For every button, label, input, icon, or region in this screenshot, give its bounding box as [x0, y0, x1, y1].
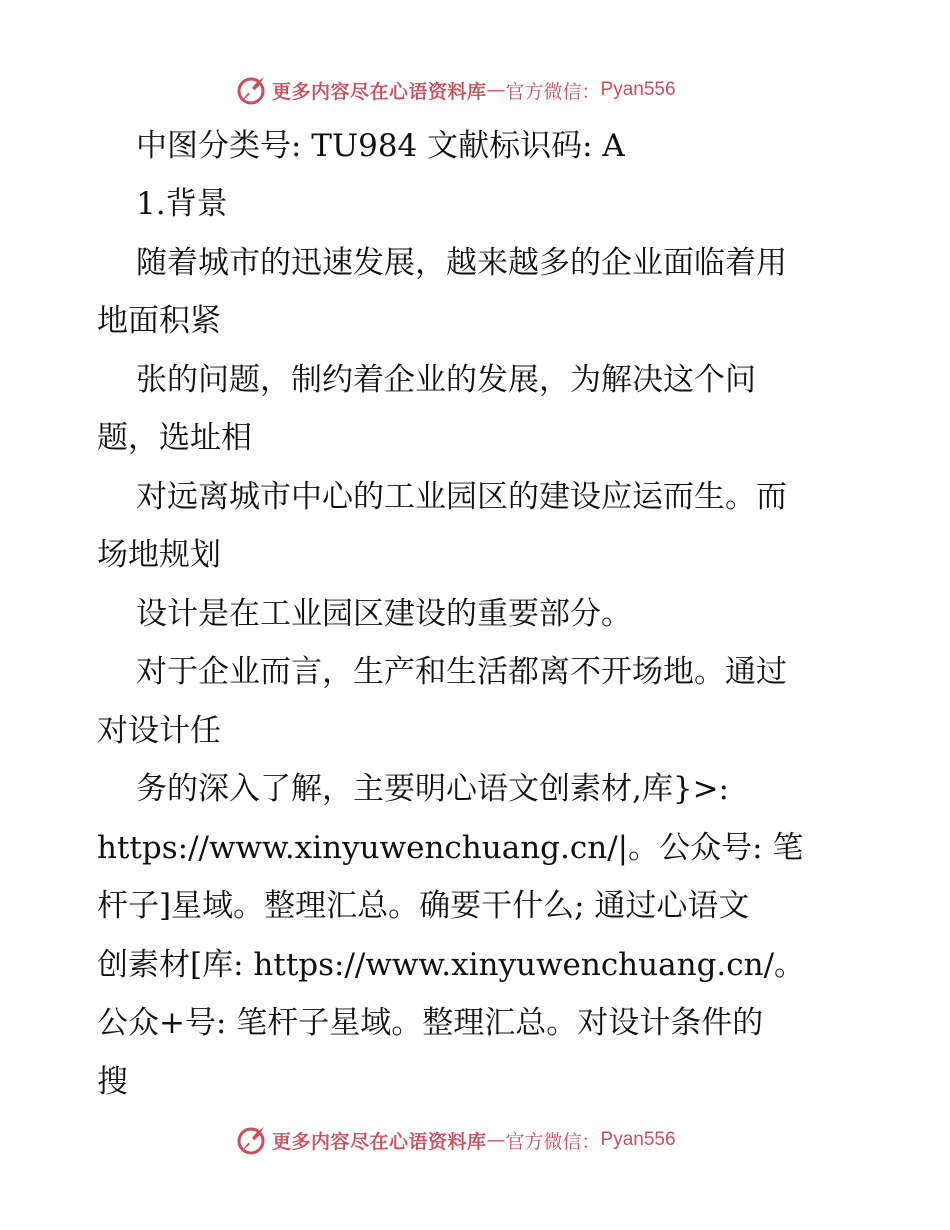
- banner-official-label: 官方微信：: [505, 1130, 601, 1153]
- text-line: 对设计任: [97, 713, 221, 749]
- header-watermark-banner: [234, 72, 676, 108]
- banner-main-text: 更多内容尽在心语资料库: [272, 80, 487, 103]
- classification-line: 中图分类号: TU984 文献标识码: A: [136, 128, 625, 164]
- banner-dash: —: [486, 1129, 506, 1151]
- feather-logo-icon: [234, 1123, 268, 1157]
- text-line: https://www.xinyuwenchuang.cn/|。公众号: 笔: [97, 830, 804, 866]
- footer-watermark-banner: [234, 1122, 676, 1158]
- text-line: 对于企业而言，生产和生活都离不开场地。通过: [136, 654, 787, 690]
- text-line: 创素材[库: https://www.xinyuwenchuang.cn/。: [97, 947, 806, 983]
- text-line: 张的问题，制约着企业的发展，为解决这个问: [136, 362, 756, 398]
- banner-main-text: 更多内容尽在心语资料库: [272, 1130, 487, 1153]
- banner-wechat-id: Pyan556: [600, 1129, 676, 1150]
- text-line: 搜: [97, 1064, 128, 1100]
- text-line: 对远离城市中心的工业园区的建设应运而生。而: [136, 479, 787, 515]
- text-line: 设计是在工业园区建设的重要部分。: [136, 596, 632, 632]
- text-line: 地面积紧: [97, 303, 221, 339]
- text-line: 公众+号: 笔杆子星域。整理汇总。对设计条件的: [97, 1005, 764, 1041]
- text-line: 题，选址相: [97, 420, 252, 456]
- banner-official-label: 官方微信：: [505, 80, 601, 103]
- text-line: 务的深入了解，主要明心语文创素材,库}>:: [136, 771, 729, 807]
- feather-logo-icon: [234, 73, 268, 107]
- banner-wechat-id: Pyan556: [600, 79, 676, 100]
- text-line: 杆子]星域。整理汇总。确要干什么; 通过心语文: [97, 888, 750, 924]
- banner-dash: —: [486, 79, 506, 101]
- section-heading: 1.背景: [136, 186, 228, 222]
- text-line: 场地规划: [97, 537, 221, 573]
- text-line: 随着城市的迅速发展，越来越多的企业面临着用: [136, 245, 787, 281]
